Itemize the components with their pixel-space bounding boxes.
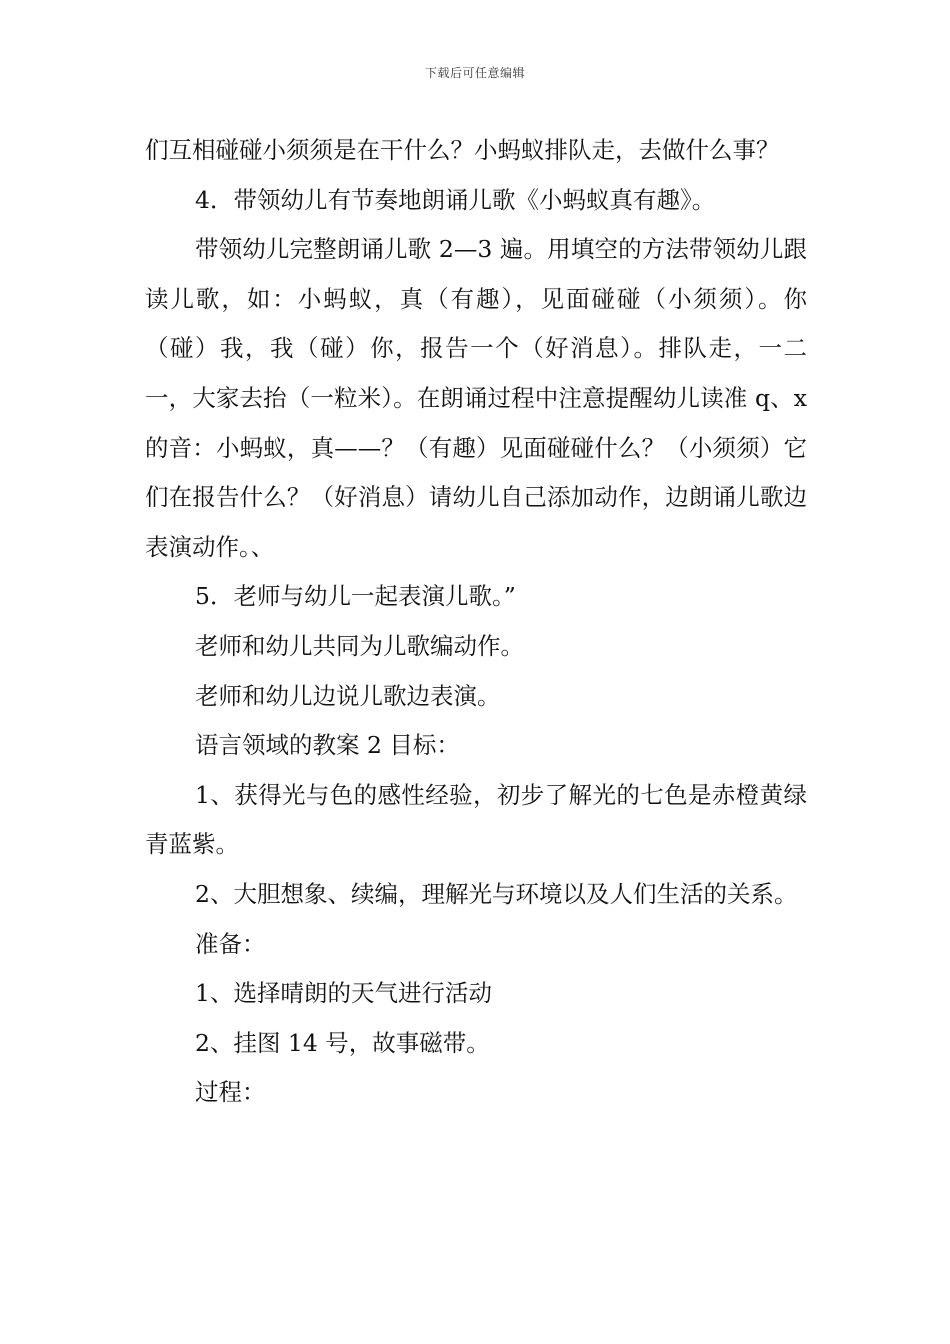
- paragraph: 们互相碰碰小须须是在干什么？小蚂蚁排队走，去做什么事？: [145, 136, 780, 164]
- paragraph: 2、挂图 14 号，故事磁带。: [195, 1028, 490, 1057]
- paragraph: 带领幼儿完整朗诵儿歌 2—3 遍。用填空的方法带领幼儿跟读儿歌，如：小蚂蚁，真（有趣），见面碰碰（小须须）。你（碰）我，我（碰）你，报告一个（好消息）。排队走，一二一，大家去抬（一粒米）。在朗诵过程中注意提醒幼儿读准 q、x 的音：小蚂蚁，真——？（有趣）见面碰碰什么？（小须须）它们在报告什么？（好消息）请幼儿自己添加动作，边朗诵儿歌边表演动作。、: [145, 235, 807, 561]
- paragraph: 准备：: [195, 929, 266, 958]
- document-body: [145, 126, 807, 1118]
- paragraph: 2、大胆想象、续编，理解光与环境以及人们生活的关系。: [195, 879, 798, 908]
- paragraph: 1、获得光与色的感性经验，初步了解光的七色是赤橙黄绿青蓝紫。: [145, 780, 807, 859]
- paragraph: 过程：: [195, 1078, 266, 1107]
- paragraph: 语言领域的教案 2 目标：: [195, 731, 460, 760]
- page-header: 下载后可任意编辑: [424, 66, 525, 80]
- paragraph: 老师和幼儿边说儿歌边表演。: [195, 681, 501, 710]
- paragraph: 1、选择晴朗的天气进行活动: [195, 979, 492, 1008]
- paragraph: 4．带领幼儿有节奏地朗诵儿歌《小蚂蚁真有趣》。: [195, 185, 716, 214]
- paragraph: 老师和幼儿共同为儿歌编动作。: [195, 631, 524, 660]
- paragraph: 5．老师与幼儿一起表演儿歌。”: [195, 582, 516, 611]
